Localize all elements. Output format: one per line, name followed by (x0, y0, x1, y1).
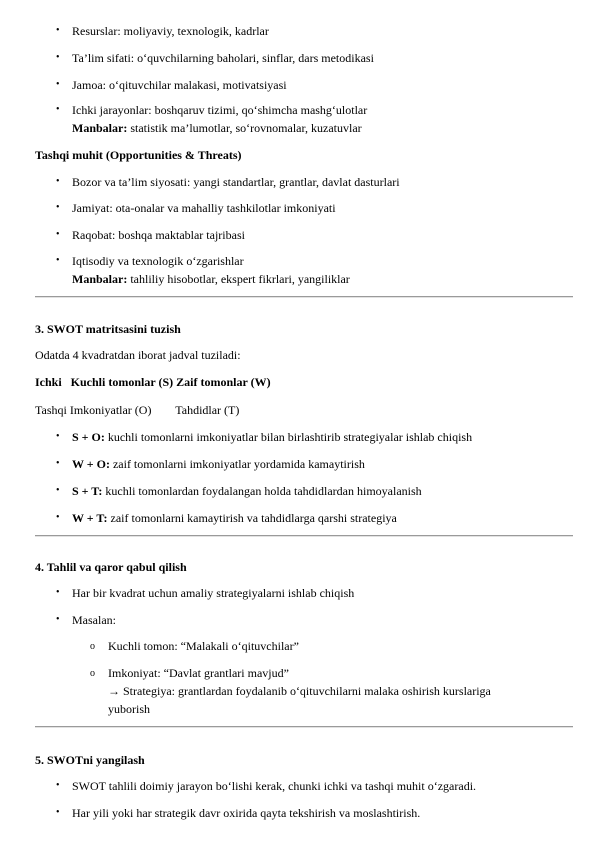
sub-list-item (90, 664, 565, 718)
sources-text: tahliliy hisobotlar, ekspert fikrlari, yangiliklar (127, 272, 350, 286)
list-item (56, 173, 565, 191)
bullet-icon: • (56, 780, 60, 791)
horizontal-divider (35, 535, 573, 537)
bullet-icon: • (56, 25, 60, 36)
strategy-text: kuchli tomonlardan foydalangan holda tahdidlardan himoyalanish (102, 484, 422, 498)
list-item (56, 22, 565, 40)
list-item-text: Har bir kvadrat uchun amaliy strategiyalarni ishlab chiqish (72, 586, 355, 600)
list-item (56, 428, 565, 446)
list-item (56, 804, 565, 822)
list-item (56, 49, 565, 67)
bullet-icon: • (56, 79, 60, 90)
list-item (56, 101, 565, 137)
bullet-icon: • (56, 512, 60, 523)
strategy-label: W + O: (72, 457, 110, 471)
bullet-icon: • (56, 431, 60, 442)
sources-label: Manbalar: (72, 121, 128, 135)
sub-list-item (90, 637, 565, 655)
strategy-label: S + O: (72, 430, 105, 444)
list-item-text: Masalan: (72, 613, 116, 627)
list-item-text: Bozor va ta’lim siyosati: yangi standartlar, grantlar, davlat dasturlari (72, 175, 400, 189)
list-item (56, 455, 565, 473)
strategy-text: zaif tomonlarni imkoniyatlar yordamida kamaytirish (109, 457, 365, 471)
bullet-icon: • (56, 587, 60, 598)
list-item (56, 611, 565, 629)
section-heading: 5. SWOTni yangilash (35, 753, 145, 767)
matrix-row-external: Tashqi Imkoniyatlar (O) Tahdidlar (T) (35, 403, 240, 417)
horizontal-divider (35, 726, 573, 728)
circle-bullet-icon: o (90, 641, 95, 652)
strategy-text: kuchli tomonlarni imkoniyatlar bilan birlashtirib strategiyalar ishlab chiqish (104, 430, 473, 444)
bullet-icon: • (56, 176, 60, 187)
list-item (56, 252, 565, 288)
strategy-label: W + T: (72, 511, 108, 525)
list-item-text: Resurslar: moliyaviy, texnologik, kadrlar (72, 24, 269, 38)
strategy-example-line: yuborish (108, 702, 150, 716)
list-item-text: Jamoa: o‘qituvchilar malakasi, motivatsiyasi (72, 78, 287, 92)
list-item (56, 584, 565, 602)
list-item-text: Kuchli tomon: “Malakali o‘qituvchilar” (108, 639, 299, 653)
sources-text: statistik ma’lumotlar, so‘rovnomalar, kuzatuvlar (127, 121, 362, 135)
list-item-text: Raqobat: boshqa maktablar tajribasi (72, 228, 245, 242)
list-item-text: Ta’lim sifati: o‘quvchilarning baholari, sinflar, dars metodikasi (72, 51, 374, 65)
matrix-row-internal: Ichki Kuchli tomonlar (S) Zaif tomonlar (W) (35, 375, 271, 389)
section-heading: 4. Tahlil va qaror qabul qilish (35, 560, 187, 574)
sources-label: Manbalar: (72, 272, 128, 286)
bullet-icon: • (56, 104, 60, 115)
list-item-text: Jamiyat: ota-onalar va mahalliy tashkilotlar imkoniyati (72, 201, 336, 215)
list-item (56, 482, 565, 500)
horizontal-divider (35, 296, 573, 298)
strategy-label: S + T: (72, 484, 103, 498)
circle-bullet-icon: o (90, 668, 95, 679)
list-item (56, 199, 565, 217)
strategy-example-line: → Strategiya: grantlardan foydalanib o‘qituvchilarni malaka oshirish kurslariga (108, 684, 491, 698)
bullet-icon: • (56, 807, 60, 818)
bullet-icon: • (56, 485, 60, 496)
section-heading: 3. SWOT matritsasini tuzish (35, 322, 181, 336)
list-item-text: SWOT tahlili doimiy jarayon bo‘lishi kerak, chunki ichki va tashqi muhit o‘zgaradi. (72, 779, 477, 793)
paragraph: Odatda 4 kvadratdan iborat jadval tuziladi: (35, 348, 241, 362)
list-item (56, 509, 565, 527)
bullet-icon: • (56, 52, 60, 63)
bullet-icon: • (56, 458, 60, 469)
bullet-icon: • (56, 614, 60, 625)
bullet-icon: • (56, 202, 60, 213)
bullet-icon: • (56, 229, 60, 240)
list-item-text: Har yili yoki har strategik davr oxirida qayta tekshirish va moslashtirish. (72, 806, 421, 820)
section-heading: Tashqi muhit (Opportunities & Threats) (35, 148, 242, 162)
list-item-text: Imkoniyat: “Davlat grantlari mavjud” (108, 666, 289, 680)
strategy-text: zaif tomonlarni kamaytirish va tahdidlarga qarshi strategiya (107, 511, 397, 525)
list-item-text: Iqtisodiy va texnologik o‘zgarishlar (72, 254, 244, 268)
list-item (56, 76, 565, 94)
list-item (56, 226, 565, 244)
bullet-icon: • (56, 255, 60, 266)
list-item (56, 777, 565, 795)
list-item-text: Ichki jarayonlar: boshqaruv tizimi, qo‘shimcha mashg‘ulotlar (72, 103, 368, 117)
